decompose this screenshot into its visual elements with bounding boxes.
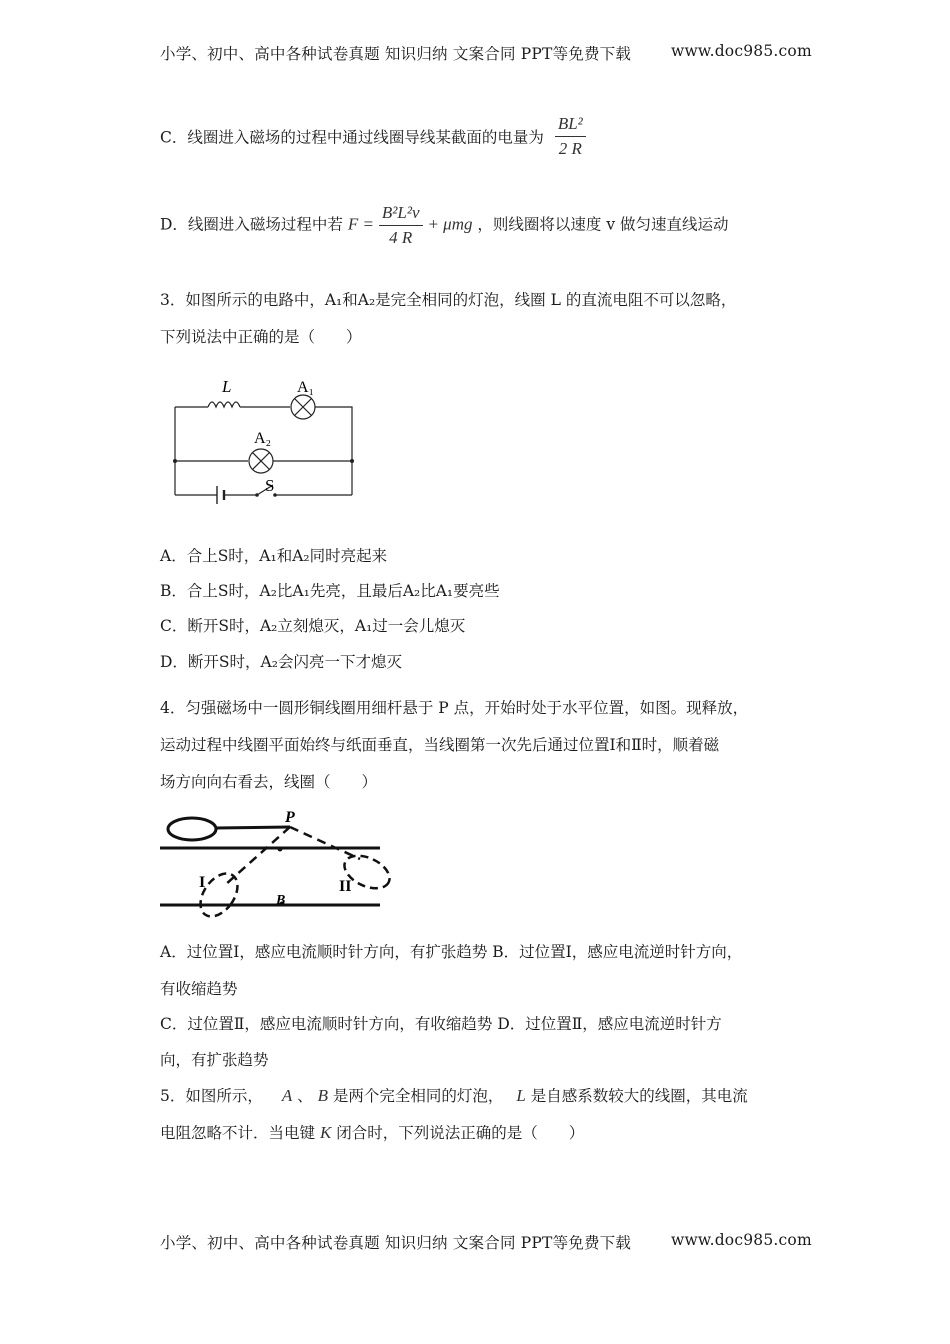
q4-options-line1: A．过位置Ⅰ，感应电流顺时针方向，有扩张趋势 B．过位置Ⅰ，感应电流逆时针方向， (160, 943, 743, 961)
label-b: B (276, 893, 286, 908)
header-text: 小学、初中、高中各种试卷真题 知识归纳 文案合同 PPT等免费下载 (160, 45, 632, 63)
q2-option-c-fraction (555, 114, 586, 159)
lamp-a2-cross (253, 453, 270, 470)
q2-option-d (160, 203, 729, 248)
q5-stem-line1 (160, 1084, 748, 1106)
q4-stem-line3: 场方向向右看去，线圈（ ） (160, 773, 378, 791)
q5-symbol-a: A (281, 1086, 293, 1105)
switch-contact (255, 493, 259, 497)
q4-coil-diagram (155, 805, 395, 920)
q2-option-c (160, 114, 586, 159)
coil-horizontal (168, 818, 216, 840)
q2-option-d-fraction (379, 203, 423, 248)
q5-symbol-b: B (317, 1086, 328, 1105)
q5-text: 是两个完全相同的灯泡， (332, 1087, 504, 1105)
lamp-a1-cross (295, 399, 312, 416)
q4-options-line2: 有收缩趋势 (160, 980, 238, 998)
label-p: P (285, 809, 295, 826)
q3-option-b: B．合上S时，A₂比A₁先亮，且最后A₂比A₁要亮些 (160, 582, 500, 600)
suspension-rod (216, 827, 290, 828)
footer-text: 小学、初中、高中各种试卷真题 知识归纳 文案合同 PPT等免费下载 (160, 1234, 632, 1252)
junction-dot (350, 459, 354, 463)
q2-option-d-suffix: ，则线圈将以速度 v 做匀速直线运动 (477, 215, 729, 234)
q4-stem-line2: 运动过程中线圈平面始终与纸面垂直，当线圈第一次先后通过位置Ⅰ和Ⅱ时，顺着磁 (160, 736, 720, 754)
q4-stem-line1: 4．匀强磁场中一圆形铜线圈用细杆悬于 P 点，开始时处于水平位置，如图。现释放， (160, 699, 749, 717)
q3-option-c: C．断开S时，A₂立刻熄灭，A₁过一会儿熄灭 (160, 617, 466, 635)
q5-symbol-l: L (516, 1086, 526, 1105)
q3-option-a: A．合上S时，A₁和A₂同时亮起来 (160, 547, 388, 565)
label-s: S (265, 476, 275, 495)
pivot-dot (278, 847, 283, 852)
formula-rhs: + μmg (427, 214, 473, 234)
label-a2: A₂ (254, 430, 272, 447)
fraction-numerator: B²L²v (381, 203, 420, 222)
q2-option-c-text: C．线圈进入磁场的过程中通过线圈导线某截面的电量为 (160, 128, 544, 147)
q5-text: 闭合时，下列说法正确的是（ ） (336, 1124, 585, 1142)
label-a1: A₁ (297, 379, 315, 396)
label-l: L (222, 377, 232, 396)
q4-options-line3: C．过位置Ⅱ，感应电流顺时针方向，有收缩趋势 D．过位置Ⅱ，感应电流逆时针方 (160, 1015, 722, 1033)
q5-symbol-k: K (319, 1123, 332, 1142)
wire (315, 407, 352, 495)
q4-options-line4: 向，有扩张趋势 (160, 1051, 269, 1069)
rod-to-position-ii (290, 827, 360, 859)
q3-circuit-diagram (165, 370, 365, 505)
inductor-coil (208, 402, 240, 407)
fraction-denominator: 2 R (558, 139, 582, 158)
label-ii: II (339, 878, 352, 895)
page-header (160, 42, 631, 64)
q5-text: 、 (297, 1087, 313, 1105)
q2-option-d-prefix: D．线圈进入磁场过程中若 (160, 215, 343, 234)
footer-site: www.doc985.com (671, 1231, 812, 1249)
page-footer (160, 1231, 631, 1253)
q5-text: 是自感系数较大的线圈，其电流 (530, 1087, 748, 1105)
q3-stem-line1: 3．如图所示的电路中，A₁和A₂是完全相同的灯泡，线圈 L 的直流电阻不可以忽略， (160, 291, 737, 309)
q3-stem-line2: 下列说法中正确的是（ ） (160, 328, 362, 346)
q5-text: 电阻忽略不计．当电键 (160, 1124, 316, 1142)
fraction-denominator: 4 R (389, 228, 413, 247)
header-site: www.doc985.com (671, 42, 812, 60)
label-i: I (199, 874, 206, 891)
fraction-numerator: BL² (557, 114, 583, 133)
q5-text: 5．如图所示， (160, 1087, 263, 1105)
q5-stem-line2 (160, 1121, 584, 1143)
junction-dot (173, 459, 177, 463)
formula-lhs: F = (347, 214, 374, 234)
q3-option-d: D．断开S时，A₂会闪亮一下才熄灭 (160, 653, 402, 671)
